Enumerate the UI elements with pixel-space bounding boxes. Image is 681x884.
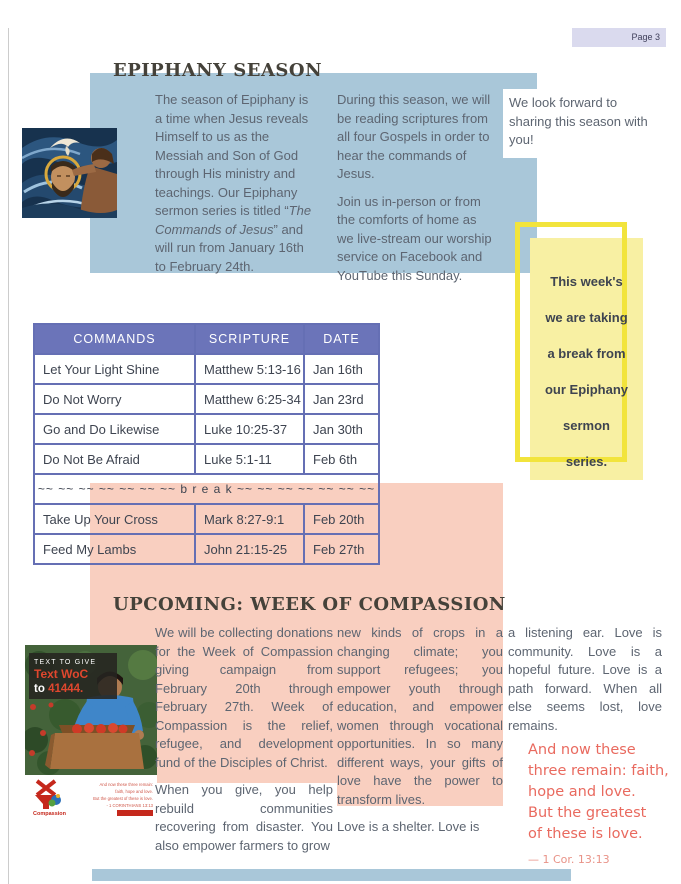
- flyer-small-line: - 1 CORINTHIANS 13:13: [106, 803, 153, 808]
- table-row: [34, 534, 379, 564]
- table-row: [34, 384, 379, 414]
- scripture-cell: Luke 10:25-37: [195, 414, 304, 444]
- sermon-series-title: The Commands of Jesus: [155, 203, 312, 237]
- epiphany-column-1: [155, 91, 317, 276]
- epiphany-col2-paragraph-2: Join us in-person or from the comforts of home as we live-stream our worship service on Facebook and YouTube this Sunday.: [337, 193, 492, 283]
- week-of-compassion-flyer-image: [25, 645, 157, 820]
- table-break-row: [34, 474, 379, 504]
- sermon-break-note: [530, 238, 643, 480]
- baptism-of-jesus-image: [22, 128, 117, 218]
- compassion-column-1: [155, 624, 333, 855]
- command-cell: Feed My Lambs: [34, 534, 195, 564]
- compassion-col2-paragraph-1: new kinds of crops in a changing climate; you support refugees; you empower youth through education, and empower women through vocational opportunities. In so many different ways, your gifts of love have the power to transform lives.: [337, 625, 503, 807]
- sermon-schedule-table: [33, 323, 380, 565]
- baptism-painting-graphic: [22, 128, 117, 218]
- date-cell: Jan 23rd: [304, 384, 379, 414]
- break-row-cell: ~~ ~~ ~~ ~~ ~~ ~~ ~~ b r e a k ~~ ~~ ~~ ~~ ~~ ~~ ~~: [34, 474, 379, 504]
- flyer-text-woc: Text WoC: [34, 667, 89, 681]
- flyer-org-label: Compassion: [33, 811, 67, 817]
- command-cell: Do Not Worry: [34, 384, 195, 414]
- date-cell: Jan 16th: [304, 354, 379, 384]
- footer-bar: [92, 869, 571, 881]
- note-line: sermon: [563, 418, 610, 433]
- compassion-col2-paragraph-2: Love is a shelter. Love is: [337, 819, 480, 834]
- note-line: This week's: [550, 274, 623, 289]
- compassion-col1-paragraph-1: We will be collecting donations for the Week of Compassion giving campaign from February 20th through February 27th. Week of Compassion is the relief, refugee, and development fund of the Disciples of Christ.: [155, 625, 333, 770]
- column-header-date: DATE: [304, 324, 379, 354]
- compassion-col1-paragraph-2: When you give, you help rebuild communities recovering from disaster. You also empower farmers to grow: [155, 782, 333, 853]
- note-line: a break from: [547, 346, 626, 361]
- quote-line: of these is love.: [528, 826, 643, 842]
- flyer-graphic: [25, 645, 157, 820]
- scripture-cell: Mark 8:27-9:1: [195, 504, 304, 534]
- svg-text:to 41444.: [34, 683, 83, 695]
- page-number-label: Page 3: [631, 32, 660, 42]
- quote-citation: — 1 Cor. 13:13: [528, 853, 610, 866]
- note-line: our Epiphany: [544, 382, 629, 397]
- epiphany-heading: EPIPHANY SEASON: [113, 60, 323, 81]
- date-cell: Feb 27th: [304, 534, 379, 564]
- flyer-tagline: TEXT TO GIVE: [34, 659, 97, 666]
- table-header-row: [34, 324, 379, 354]
- table-row: [34, 504, 379, 534]
- scripture-quote: [528, 740, 670, 866]
- date-cell: Feb 6th: [304, 444, 379, 474]
- quote-line: But the greatest: [528, 805, 647, 821]
- quote-line: three remain: faith,: [528, 763, 669, 779]
- quote-line: hope and love.: [528, 784, 636, 800]
- note-line: series.: [565, 454, 608, 469]
- flyer-small-line: And now these three remain:: [99, 782, 153, 787]
- note-line: we are taking: [545, 310, 628, 325]
- column-header-scripture: SCRIPTURE: [195, 324, 304, 354]
- table-row: [34, 414, 379, 444]
- scripture-cell: Matthew 6:25-34: [195, 384, 304, 414]
- date-cell: Feb 20th: [304, 504, 379, 534]
- date-cell: Jan 30th: [304, 414, 379, 444]
- scripture-cell: Luke 5:1-11: [195, 444, 304, 474]
- command-cell: Do Not Be Afraid: [34, 444, 195, 474]
- quote-line: And now these: [528, 742, 636, 758]
- flyer-small-line: faith, hope and love.: [115, 789, 153, 794]
- page-edge-line: [8, 28, 9, 884]
- epiphany-col1-text: The season of Epiphany is a time when Jesus reveals Himself to us as the Messiah and Son of God through His ministry and teachings. Our Epiphany sermon series is titled “: [155, 92, 309, 218]
- scripture-cell: Matthew 5:13-16: [195, 354, 304, 384]
- flyer-keyword-to: to: [34, 683, 49, 695]
- table-row: [34, 444, 379, 474]
- command-cell: Go and Do Likewise: [34, 414, 195, 444]
- epiphany-column-2: [337, 91, 495, 285]
- epiphany-col2-paragraph-1: During this season, we will be reading scriptures from all four Gospels in order to hear the commands of Jesus.: [337, 92, 491, 181]
- table-row: [34, 354, 379, 384]
- command-cell: Take Up Your Cross: [34, 504, 195, 534]
- compassion-column-2: [337, 624, 503, 837]
- epiphany-col1-text-end: ” and will run from January 16th to February 24th.: [155, 221, 304, 274]
- compassion-column-3: a listening ear. Love is community. Love is a hopeful future. Love is a path forward. When all else seems lost, love remains.: [508, 625, 662, 733]
- scripture-cell: John 21:15-25: [195, 534, 304, 564]
- command-cell: Let Your Light Shine: [34, 354, 195, 384]
- column-header-commands: COMMANDS: [34, 324, 195, 354]
- page-number-bar: [572, 28, 666, 47]
- flyer-footer-bar: [117, 810, 153, 816]
- flyer-small-line: But the greatest of these is love.: [93, 796, 153, 801]
- flyer-shortcode: 41444.: [48, 683, 84, 695]
- compassion-heading: UPCOMING: WEEK OF COMPASSION: [113, 594, 506, 615]
- epiphany-column-3: We look forward to sharing this season with you!: [503, 89, 663, 158]
